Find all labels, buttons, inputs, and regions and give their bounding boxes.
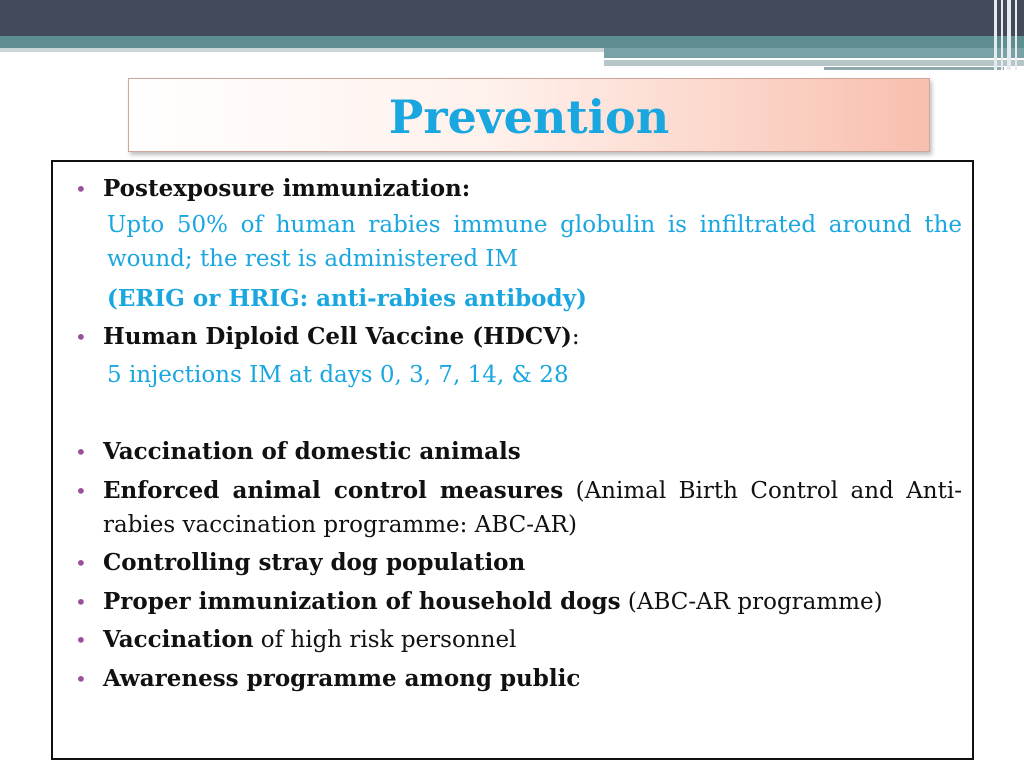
bullet-icon: •: [75, 590, 87, 614]
bullet-item: [75, 662, 962, 696]
bullet-icon: •: [75, 440, 87, 464]
rig-types: (ERIG or HRIG: anti-rabies antibody): [107, 285, 587, 312]
bullet-bold-text: Controlling stray dog population: [103, 549, 526, 576]
bullet-icon: •: [75, 177, 87, 201]
bullet-bold-text: Enforced animal control measures: [103, 477, 564, 504]
content-box: [51, 160, 974, 760]
bullet-item: [75, 474, 962, 542]
bullet-bold-text: Proper immunization of household dogs: [103, 588, 621, 615]
title-banner: [128, 78, 930, 152]
bullet-bold-text: Postexposure immunization:: [103, 175, 471, 202]
bullet-item: [75, 585, 962, 619]
bullet-bold-text: Awareness programme among public: [103, 665, 581, 692]
bullet-icon: •: [75, 479, 87, 503]
hdcv-schedule: 5 injections IM at days 0, 3, 7, 14, & 28: [107, 362, 569, 388]
top-dark-bar: [0, 0, 1024, 36]
top-accent-line: [604, 60, 1024, 66]
bullet-normal-text: :: [571, 324, 580, 350]
bullet-normal-text: (Animal Birth Control and Anti-rabies vaccination programme: ABC-AR): [103, 478, 962, 538]
bullet-item: [75, 172, 962, 206]
bullet-bold-text: Human Diploid Cell Vaccine (HDCV): [103, 323, 572, 350]
bullet-icon: •: [75, 551, 87, 575]
top-accent-line-short: [824, 67, 1004, 70]
top-teal-bar: [0, 36, 1024, 48]
bullet-bold-text: Vaccination: [103, 626, 254, 653]
vertical-accent-lines: [990, 0, 1024, 70]
bullet-item: [75, 320, 962, 354]
bullet-item: [75, 546, 962, 580]
bullet-normal-text: of high risk personnel: [253, 627, 517, 653]
top-bar-shadow: [0, 48, 604, 52]
bullet-bold-text: Vaccination of domestic animals: [103, 438, 521, 465]
bullet-icon: •: [75, 628, 87, 652]
bullet-item: [75, 435, 962, 469]
rig-description: Upto 50% of human rabies immune globulin is infiltrated around the wound; the rest is administered IM: [107, 212, 962, 272]
slide-title: Prevention: [388, 90, 670, 144]
bullet-normal-text: (ABC-AR programme): [620, 589, 883, 615]
bullet-item: [75, 623, 962, 657]
bullet-icon: •: [75, 325, 87, 349]
top-teal-accent: [604, 48, 1024, 58]
bullet-icon: •: [75, 667, 87, 691]
